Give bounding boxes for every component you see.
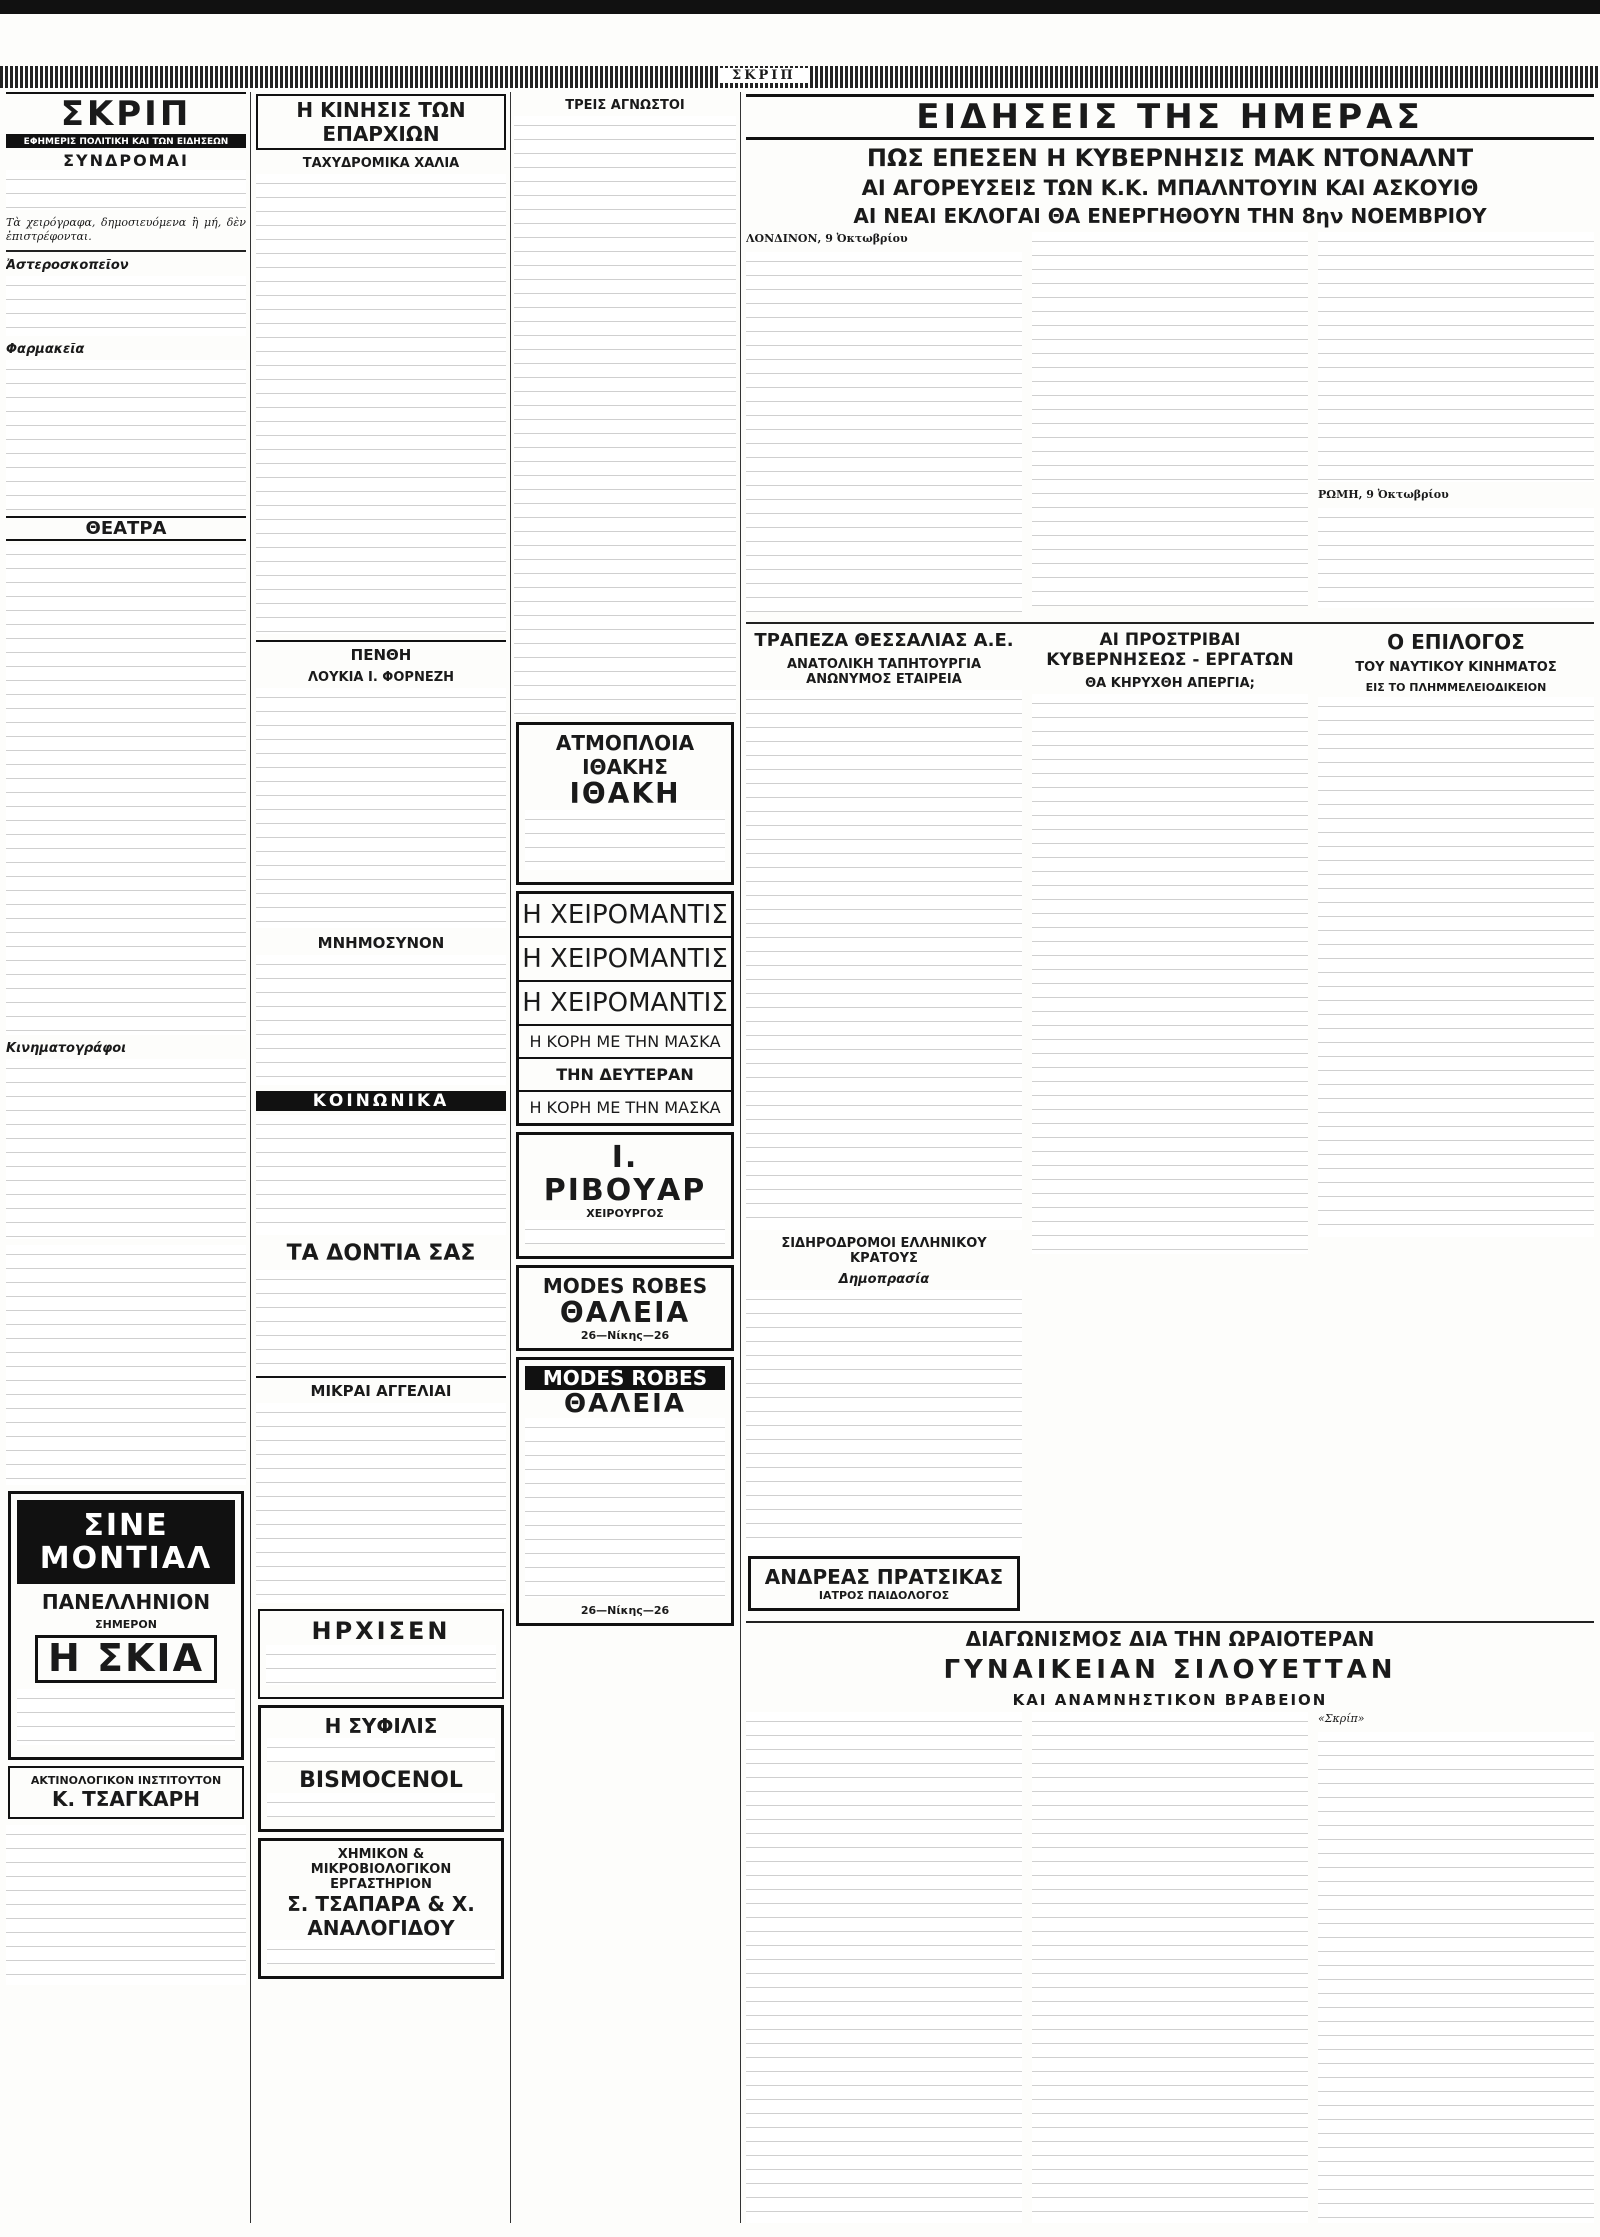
column-1	[6, 92, 246, 2223]
contest-heading3: ΚΑΙ ΑΝΑΜΝΗΣΤΙΚΟΝ ΒΡΑΒΕΙΟΝ	[1012, 1691, 1328, 1710]
strip-title: ΣΚΡΙΠ	[720, 68, 808, 83]
ad-syphilis: Η ΣΥΦΙΛΙΣ BISMOCENOL	[258, 1705, 504, 1832]
ad-cinema-name: ΣΙΝΕ ΜΟΝΤΙΑΛ	[17, 1500, 235, 1584]
provinces-text	[256, 174, 506, 634]
subhead-postal: ΤΑΧΥΔΡΟΜΙΚΑ ΧΑΛΙΑ	[302, 156, 460, 171]
ad-started: ΗΡΧΙΣΕΝ	[258, 1609, 504, 1699]
news-subhead: ΑΙ ΑΓΟΡΕΥΣΕΙΣ ΤΩΝ Κ.Κ. ΜΠΑΛΝΤΟΥΙΝ ΚΑΙ ΑΣΚΟΥΙΘ	[861, 176, 1479, 200]
unknowns-text	[514, 116, 736, 716]
institute-text	[6, 1825, 246, 1985]
dateline: ΛΟΝΔΙΝΟΝ, 9 Ὀκτωβρίου	[746, 232, 908, 245]
masthead	[6, 92, 246, 170]
ad-ithaca: ΑΤΜΟΠΛΟΙΑ ΙΘΑΚΗΣ ΙΘΑΚΗ	[516, 722, 734, 885]
subhead-unknowns: ΤΡΕΙΣ ΑΓΝΩΣΤΟΙ	[565, 98, 685, 113]
provinces-header: Η ΚΙΝΗΣΙΣ ΤΩΝ ΕΠΑΡΧΙΩΝ	[256, 94, 506, 150]
memorial-heading: ΜΝΗΜΟΣΥΝΟΝ	[317, 934, 445, 952]
contest-story	[746, 1712, 1594, 2223]
ad-robes: MODES ROBES ΘΑΛΕΙΑ 26—Νίκης—26	[516, 1357, 734, 1627]
news-headline: ΠΩΣ ΕΠΕΣΕΝ Η ΚΥΒΕΡΝΗΣΙΣ ΜΑΚ ΝΤΟΝΑΛΝΤ	[866, 144, 1474, 172]
epilogue-heading: Ο ΕΠΙΛΟΓΟΣ	[1387, 630, 1525, 655]
masthead-tagline: ΕΦΗΜΕΡΙΣ ΠΟΛΙΤΙΚΗ ΚΑΙ ΤΩΝ ΕΙΔΗΣΕΩΝ	[6, 136, 246, 148]
middle-section	[746, 628, 1594, 1617]
ad-institute-name: ΑΚΤΙΝΟΛΟΓΙΚΟΝ ΙΝΣΤΙΤΟΥΤΟΝ	[30, 1773, 222, 1787]
column-2	[256, 92, 506, 2223]
pharmacies-text	[6, 360, 246, 510]
mourning-heading: ΠΕΝΘΗ	[256, 640, 506, 664]
ad-modes: MODES ROBES ΘΑΛΕΙΑ 26—Νίκης—26	[516, 1265, 734, 1351]
subscriptions-label: ΣΥΝΔΡΟΜΑΙ	[63, 151, 189, 170]
theatre-heading: ΘΕΑΤΡΑ	[6, 516, 246, 541]
mourning-name: ΛΟΥΚΙΑ Ι. ΦΟΡΝΕΖΗ	[307, 670, 455, 685]
top-border	[0, 0, 1600, 14]
section-astro: Ἀστεροσκοπεῖον	[6, 258, 129, 274]
contest-heading: ΔΙΑΓΩΝΙΣΜΟΣ ΔΙΑ ΤΗΝ ΩΡΑΙΟΤΕΡΑΝ	[965, 1627, 1375, 1652]
mourning-text	[256, 688, 506, 928]
ad-panel: ΠΑΝΕΛΛΗΝΙΟΝ	[41, 1590, 211, 1615]
section-pharmacies: Φαρμακεῖα	[6, 342, 85, 358]
astro-text	[6, 276, 246, 336]
news-subhead2: ΑΙ ΝΕΑΙ ΕΚΛΟΓΑΙ ΘΑ ΕΝΕΡΓΗΘΟΥΝ ΤΗΝ 8ην ΝΟΕΜΒΡΙΟΥ	[853, 204, 1487, 228]
column-3	[514, 92, 736, 2223]
ad-surgeon: Ι. ΡΙΒΟΥΑΡ ΧΕΙΡΟΥΡΓΟΣ	[516, 1132, 734, 1259]
subscription-rates	[6, 170, 246, 210]
strike-heading: ΑΙ ΠΡΟΣΤΡΙΒΑΙ ΚΥΒΕΡΝΗΣΕΩΣ - ΕΡΓΑΤΩΝ	[1046, 630, 1294, 671]
ad-institute-doctor: Κ. ΤΣΑΓΚΑΡΗ	[52, 1786, 200, 1811]
epilogue-subheading: ΤΟΥ ΝΑΥΤΙΚΟΥ ΚΙΝΗΜΑΤΟΣ	[1355, 660, 1557, 676]
ad-film-text	[17, 1689, 235, 1745]
social-heading: ΚΟΙΝΩΝΙΚΑ	[256, 1091, 506, 1111]
ad-cine-montial	[8, 1491, 244, 1760]
section-cinema: Κινηματογράφοι	[6, 1041, 127, 1057]
cinema-listings	[6, 1059, 246, 1239]
news-area	[746, 92, 1594, 2223]
ad-teeth: ΤΑ ΔΟΝΤΙΑ ΣΑΣ	[286, 1241, 476, 1266]
skrip-mention: «Σκρίπ»	[1318, 1712, 1365, 1726]
ad-institute	[8, 1766, 244, 1819]
ad-teeth-text	[256, 1270, 506, 1370]
ad-lab: ΧΗΜΙΚΟΝ & ΜΙΚΡΟΒΙΟΛΟΓΙΚΟΝ ΕΡΓΑΣΤΗΡΙΟΝ Σ. ΤΣΑΠΑΡΑ & Χ. ΑΝΑΛΟΓΙΔΟΥ	[258, 1838, 504, 1979]
ad-film-title: Η ΣΚΙΑ	[35, 1635, 217, 1683]
theatre-listings	[6, 545, 246, 1035]
ad-pratsikas: ΑΝΔΡΕΑΣ ΠΡΑΤΣΙΚΑΣ ΙΑΤΡΟΣ ΠΑΙΔΟΛΟΓΟΣ	[748, 1556, 1020, 1611]
masthead-name: ΣΚΡΙΠ	[6, 92, 246, 136]
notice: Τὰ χειρόγραφα, δημοσιευόμενα ἢ μή, δὲν ἐπιστρέφονται.	[6, 216, 246, 244]
classifieds-heading: ΜΙΚΡΑΙ ΑΓΓΕΛΙΑΙ	[256, 1376, 506, 1400]
memorial-text	[256, 955, 506, 1085]
news-header: ΕΙΔΗΣΕΙΣ ΤΗΣ ΗΜΕΡΑΣ	[746, 94, 1594, 140]
rome-dateline: ΡΩΜΗ, 9 Ὀκτωβρίου	[1318, 488, 1449, 501]
ad-today: ΣΗΜΕΡΟΝ	[95, 1618, 157, 1632]
railways-heading: ΣΙΔΗΡΟΔΡΟΜΟΙ ΕΛΛΗΝΙΚΟΥ ΚΡΑΤΟΥΣ	[781, 1236, 987, 1267]
bank-subheading: ΑΝΑΤΟΛΙΚΗ ΤΑΠΗΤΟΥΡΓΙΑ ΑΝΩΝΥΜΟΣ ΕΤΑΙΡΕΙΑ	[786, 657, 982, 688]
lead-story	[746, 232, 1594, 618]
strike-subheading: ΘΑ ΚΗΡΥΧΘΗ ΑΠΕΡΓΙΑ;	[1085, 676, 1255, 692]
ad-palmist: Η ΧΕΙΡΟΜΑΝΤΙΣ Η ΧΕΙΡΟΜΑΝΤΙΣ Η ΧΕΙΡΟΜΑΝΤΙΣ Η ΚΟΡΗ ΜΕ ΤΗΝ ΜΑΣΚΑ ΤΗΝ ΔΕΥΤΕΡΑΝ Η ΚΟΡΗ ΜΕ ΤΗΝ ΜΑΣΚΑ	[516, 891, 734, 1126]
misc-listings	[6, 1245, 246, 1485]
contest-heading2: ΓΥΝΑΙΚΕΙΑΝ ΣΙΛΟΥΕΤΤΑΝ	[943, 1655, 1397, 1686]
social-text	[256, 1115, 506, 1235]
epilogue-subheading2: ΕΙΣ ΤΟ ΠΛΗΜΜΕΛΕΙΟΔΙΚΕΙΟΝ	[1365, 681, 1547, 695]
bank-heading: ΤΡΑΠΕΖΑ ΘΕΣΣΑΛΙΑΣ Α.Ε.	[754, 630, 1014, 652]
date-strip	[0, 66, 1600, 88]
auction-heading: Δημοπρασία	[838, 1272, 930, 1288]
classifieds-text	[256, 1403, 506, 1603]
